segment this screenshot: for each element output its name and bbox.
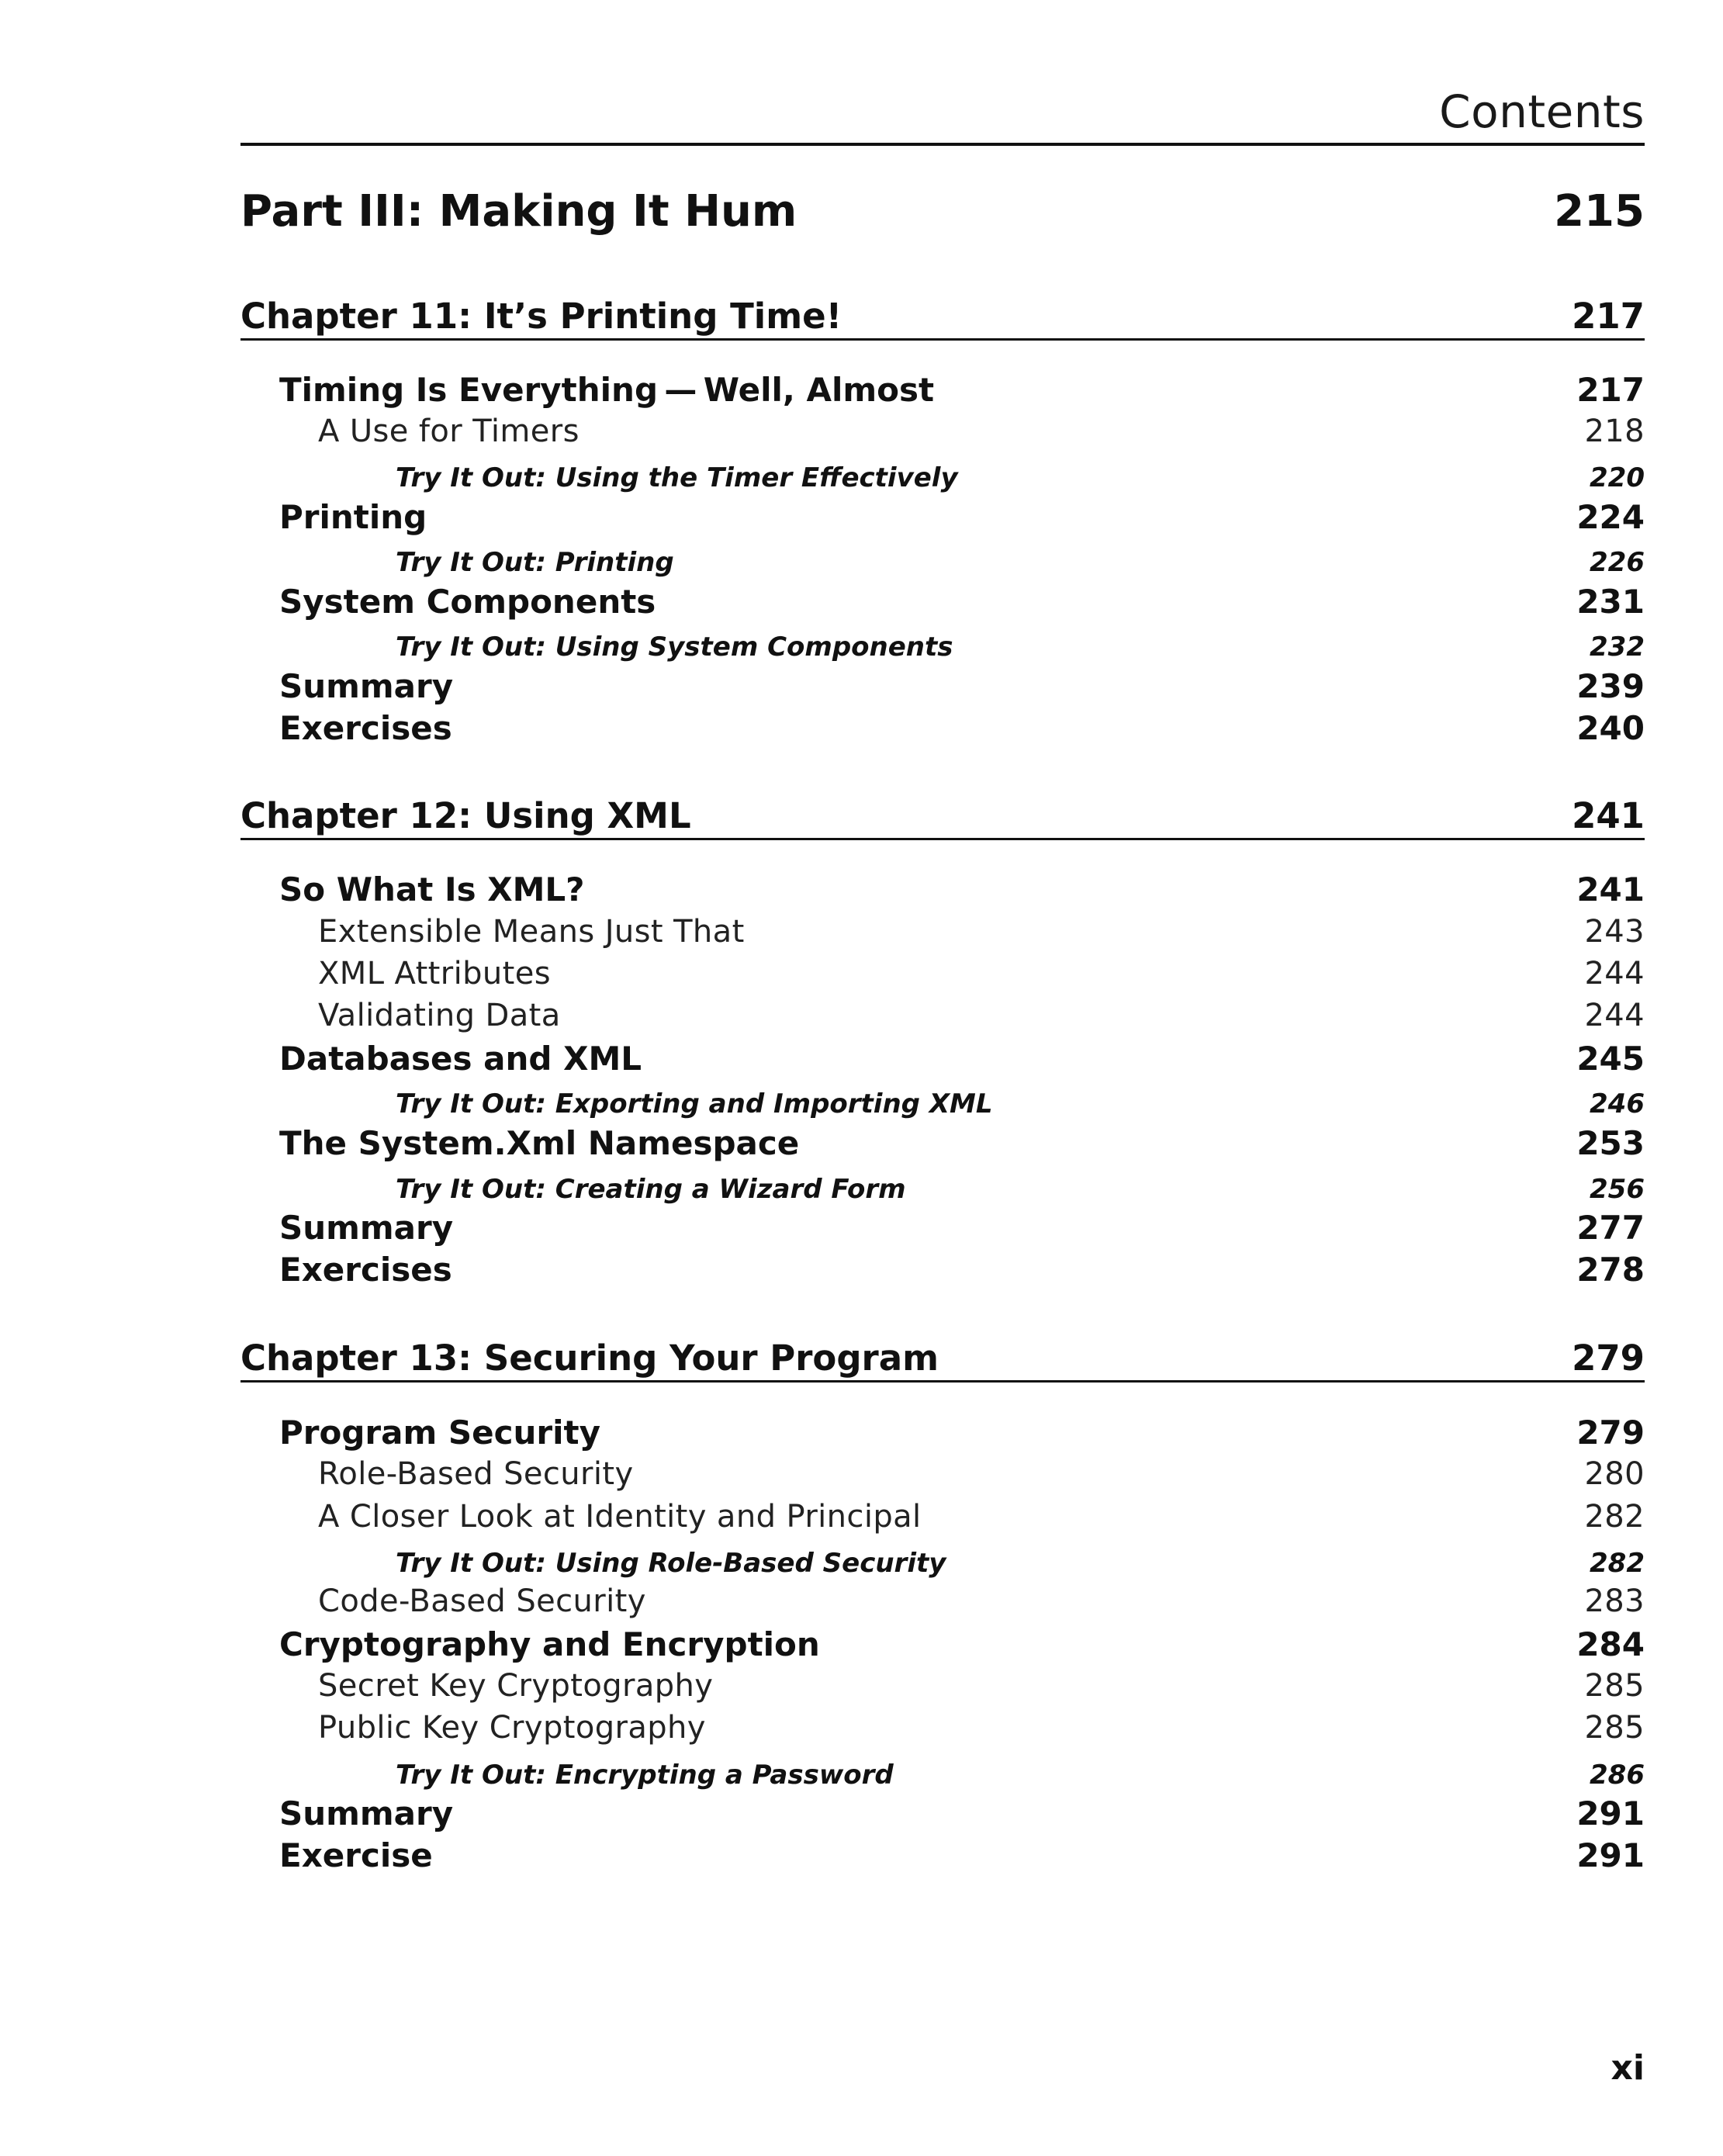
entry-title: Try It Out: Using Role-Based Security xyxy=(396,1548,946,1579)
entry-title: A Use for Timers xyxy=(318,414,580,449)
entry-page: 244 xyxy=(1584,956,1645,991)
entry-page: 220 xyxy=(1590,462,1645,493)
entry-title: Exercise xyxy=(279,1836,433,1874)
toc-entry[interactable] xyxy=(240,1456,1645,1500)
entry-title: Extensible Means Just That xyxy=(318,914,745,950)
entry-title: System Components xyxy=(279,583,656,621)
chapter-page: 217 xyxy=(1572,296,1645,337)
toc-entry[interactable] xyxy=(240,1794,1645,1838)
entry-page: 240 xyxy=(1576,709,1645,747)
running-head: Contents xyxy=(1439,85,1645,138)
toc-entry[interactable] xyxy=(240,1168,1645,1211)
entry-page: 231 xyxy=(1576,583,1645,621)
entry-page: 291 xyxy=(1576,1836,1645,1874)
entry-title: Summary xyxy=(279,1794,454,1832)
toc-entry[interactable] xyxy=(240,1836,1645,1880)
toc-entry[interactable] xyxy=(240,870,1645,914)
chapter-heading[interactable] xyxy=(240,1334,1645,1383)
entry-title: Try It Out: Using the Timer Effectively xyxy=(396,462,958,493)
page-number: xi xyxy=(1611,2048,1645,2088)
entry-page: 280 xyxy=(1584,1456,1645,1492)
toc-entry[interactable] xyxy=(240,1251,1645,1294)
toc-entry[interactable] xyxy=(240,1583,1645,1627)
entry-page: 279 xyxy=(1576,1414,1645,1452)
entry-page: 218 xyxy=(1584,414,1645,449)
entry-title: Try It Out: Using System Components xyxy=(396,632,953,663)
entry-title: So What Is XML? xyxy=(279,870,585,908)
entry-title: Try It Out: Exporting and Importing XML xyxy=(396,1088,993,1120)
toc-entry[interactable] xyxy=(240,1209,1645,1252)
entry-title: Printing xyxy=(279,498,427,536)
entry-page: 243 xyxy=(1584,914,1645,950)
toc-entry[interactable] xyxy=(240,456,1645,500)
entry-page: 278 xyxy=(1576,1251,1645,1289)
toc-entry[interactable] xyxy=(240,1753,1645,1797)
entry-page: 232 xyxy=(1590,632,1645,663)
entry-title: A Closer Look at Identity and Principal xyxy=(318,1499,922,1535)
entry-title: Secret Key Cryptography xyxy=(318,1668,714,1704)
entry-page: 217 xyxy=(1576,371,1645,409)
chapter-page: 241 xyxy=(1572,795,1645,836)
toc-entry[interactable] xyxy=(240,1499,1645,1542)
toc-entry[interactable] xyxy=(240,1625,1645,1669)
part-page: 215 xyxy=(1554,186,1645,237)
toc-entry[interactable] xyxy=(240,1542,1645,1585)
toc-entry[interactable] xyxy=(240,1040,1645,1083)
part-heading[interactable] xyxy=(240,186,1645,241)
entry-page: 282 xyxy=(1584,1499,1645,1535)
entry-page: 226 xyxy=(1590,547,1645,578)
entry-page: 286 xyxy=(1590,1760,1645,1791)
entry-title: Role-Based Security xyxy=(318,1456,634,1492)
entry-title: Code-Based Security xyxy=(318,1583,646,1619)
toc-entry[interactable] xyxy=(240,625,1645,669)
entry-title: Timing Is Everything — Well, Almost xyxy=(279,371,935,409)
toc-page xyxy=(240,0,1645,2156)
toc-entry[interactable] xyxy=(240,371,1645,414)
entry-title: Exercises xyxy=(279,709,452,747)
entry-title: XML Attributes xyxy=(318,956,551,991)
entry-title: Try It Out: Printing xyxy=(396,547,674,578)
entry-page: 246 xyxy=(1590,1088,1645,1120)
entry-page: 241 xyxy=(1576,870,1645,908)
toc-entry[interactable] xyxy=(240,709,1645,753)
entry-title: Summary xyxy=(279,1209,454,1247)
chapter-page: 279 xyxy=(1572,1338,1645,1379)
chapter-title: Chapter 12: Using XML xyxy=(240,795,691,836)
toc-entry[interactable] xyxy=(240,667,1645,711)
entry-title: Program Security xyxy=(279,1414,600,1452)
entry-page: 224 xyxy=(1576,498,1645,536)
chapter-title: Chapter 13: Securing Your Program xyxy=(240,1338,939,1379)
toc-entry[interactable] xyxy=(240,1710,1645,1753)
entry-title: Cryptography and Encryption xyxy=(279,1625,820,1663)
toc-entry[interactable] xyxy=(240,1124,1645,1168)
entry-title: Public Key Cryptography xyxy=(318,1710,706,1746)
toc-entry[interactable] xyxy=(240,1668,1645,1711)
entry-page: 253 xyxy=(1576,1124,1645,1162)
toc-entry[interactable] xyxy=(240,498,1645,542)
entry-page: 284 xyxy=(1576,1625,1645,1663)
part-title: Part III: Making It Hum xyxy=(240,186,797,237)
entry-title: Exercises xyxy=(279,1251,452,1289)
toc-entry[interactable] xyxy=(240,583,1645,626)
toc-entry[interactable] xyxy=(240,956,1645,999)
chapter-heading[interactable] xyxy=(240,791,1645,840)
toc-entry[interactable] xyxy=(240,414,1645,457)
chapter-title: Chapter 11: It’s Printing Time! xyxy=(240,296,842,337)
toc-entry[interactable] xyxy=(240,1082,1645,1126)
entry-page: 256 xyxy=(1590,1174,1645,1205)
chapter-heading[interactable] xyxy=(240,292,1645,341)
entry-page: 244 xyxy=(1584,998,1645,1033)
toc-entry[interactable] xyxy=(240,998,1645,1041)
entry-title: Databases and XML xyxy=(279,1040,642,1078)
entry-title: Validating Data xyxy=(318,998,561,1033)
entry-page: 285 xyxy=(1584,1710,1645,1746)
entry-page: 277 xyxy=(1576,1209,1645,1247)
toc-entry[interactable] xyxy=(240,541,1645,584)
entry-page: 282 xyxy=(1590,1548,1645,1579)
header-rule xyxy=(240,143,1645,146)
entry-page: 285 xyxy=(1584,1668,1645,1704)
entry-page: 245 xyxy=(1576,1040,1645,1078)
entry-page: 291 xyxy=(1576,1794,1645,1832)
entry-title: Try It Out: Creating a Wizard Form xyxy=(396,1174,906,1205)
entry-title: The System.Xml Namespace xyxy=(279,1124,800,1162)
entry-page: 283 xyxy=(1584,1583,1645,1619)
entry-page: 239 xyxy=(1576,667,1645,705)
toc-entry[interactable] xyxy=(240,914,1645,957)
entry-title: Try It Out: Encrypting a Password xyxy=(396,1760,894,1791)
entry-title: Summary xyxy=(279,667,454,705)
toc-entry[interactable] xyxy=(240,1414,1645,1457)
